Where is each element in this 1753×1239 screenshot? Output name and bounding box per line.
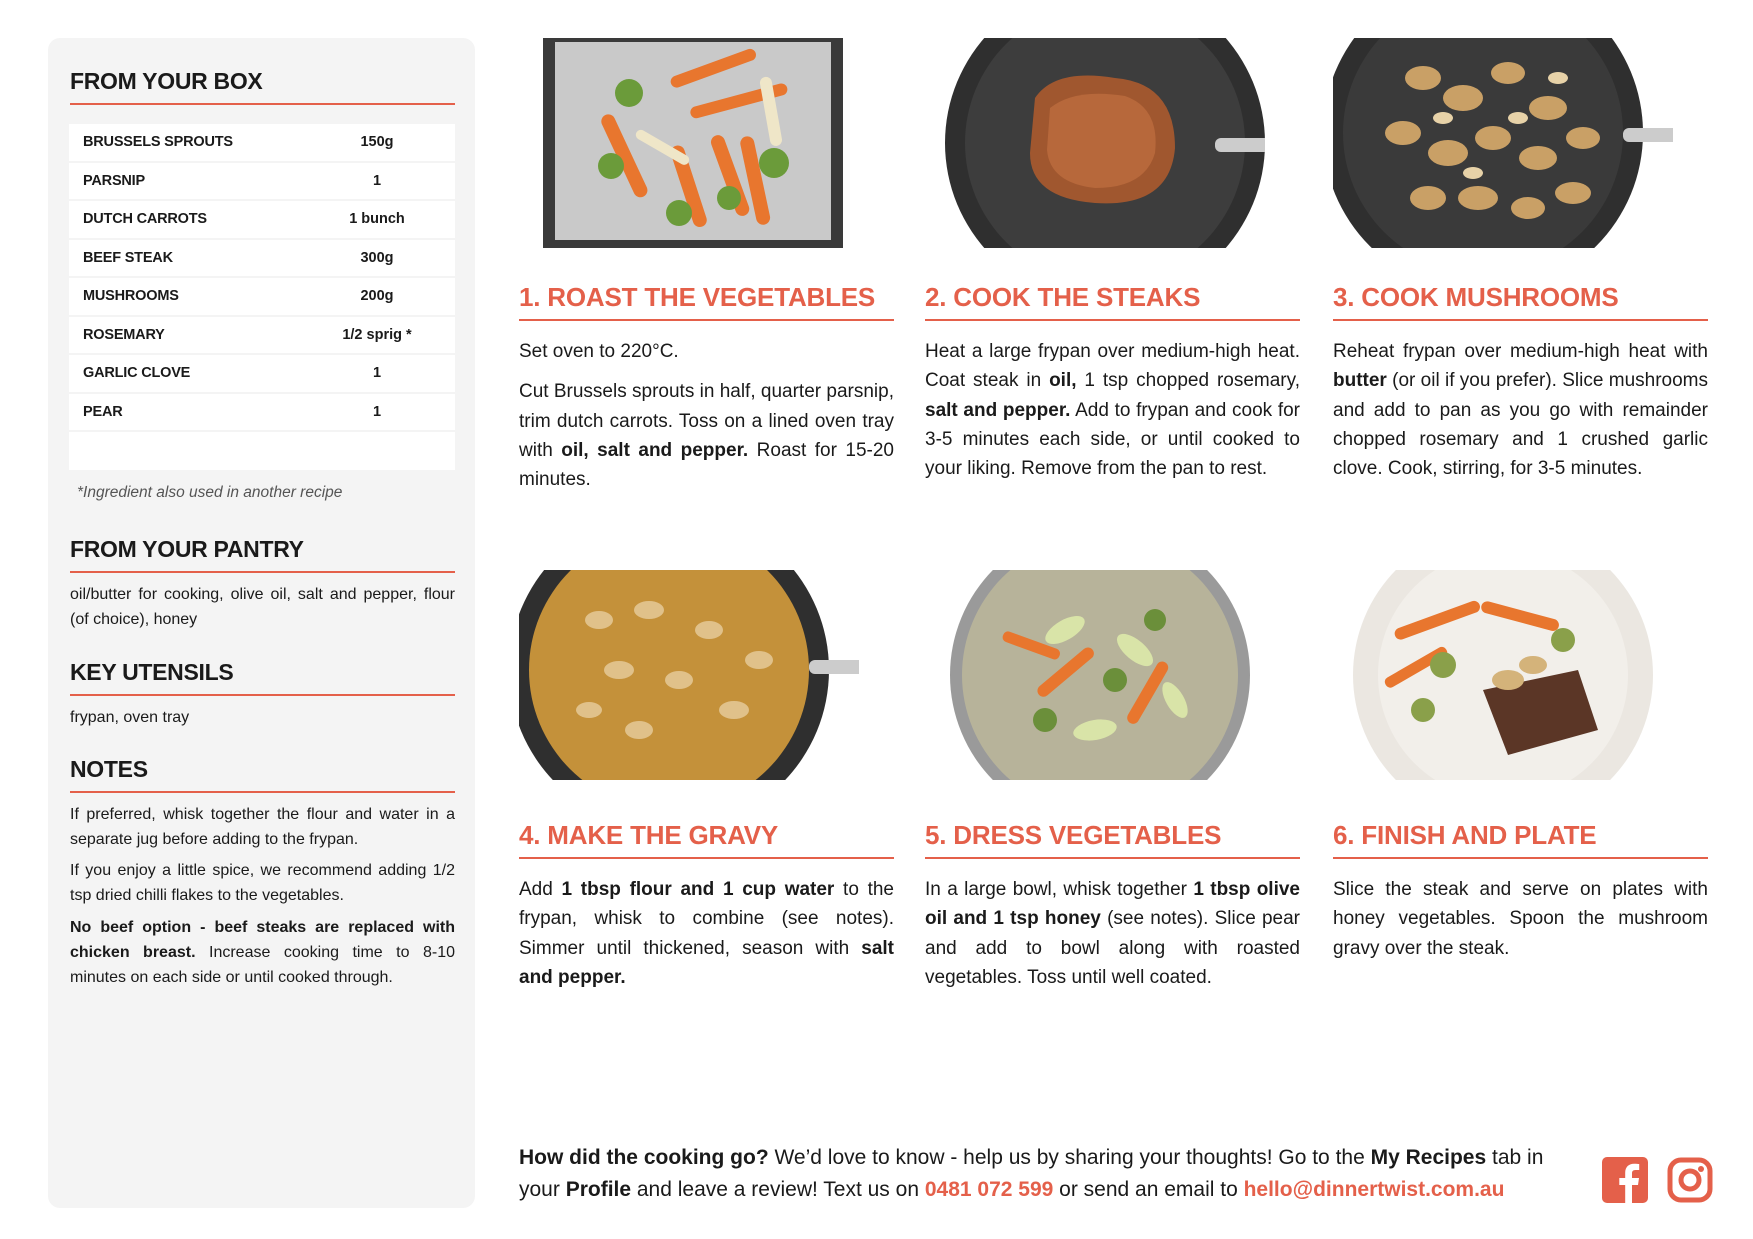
step-2-heading: 2. COOK THE STEAKS — [925, 282, 1300, 321]
step-1-para-2 — [519, 377, 894, 494]
ingredient-quantity: 200g — [360, 288, 394, 305]
step-5-text-part: In a large bowl, whisk together — [925, 879, 1194, 900]
step-4-heading: 4. MAKE THE GRAVY — [519, 820, 894, 859]
note-no-beef-lead: No beef option - beef steaks are replaced with chicken breast. — [70, 919, 455, 961]
footer-text-part: or send an email to — [1053, 1178, 1244, 1201]
pantry-text: oil/butter for cooking, olive oil, salt and pepper, flour (of choice), honey — [70, 586, 455, 628]
step-2-bold: salt and pepper. — [925, 399, 1071, 421]
tray-vegetables-photo — [519, 38, 859, 248]
table-row — [69, 355, 455, 394]
step-1-text-part: Roast for 15-20 minutes. — [519, 439, 894, 491]
ingredient-name: ROSEMARY — [83, 326, 165, 343]
table-row — [69, 240, 455, 279]
step-4-text-part: Add — [519, 879, 562, 900]
step-3-text — [1333, 337, 1708, 483]
feedback-footer — [519, 1142, 1579, 1206]
step-1-bold: oil, salt and pepper. — [561, 439, 749, 461]
step-1-para-1: Set oven to 220°C. — [519, 341, 679, 362]
table-row — [69, 317, 455, 356]
step-3-text-part: Reheat frypan over medium-high heat with — [1333, 341, 1708, 362]
footer-text-part: and leave a review! Text us on — [631, 1178, 925, 1201]
bowl-vegetables-photo — [925, 570, 1265, 780]
my-recipes-link[interactable]: My Recipes — [1370, 1146, 1487, 1169]
ingredients-sidebar — [48, 38, 475, 1208]
table-empty-row — [69, 432, 455, 470]
ingredient-quantity: 150g — [360, 134, 394, 151]
step-4-bold: 1 tbsp flour and 1 cup water — [561, 879, 835, 900]
profile-link[interactable]: Profile — [565, 1178, 632, 1201]
step-5-heading: 5. DRESS VEGETABLES — [925, 820, 1300, 859]
ingredient-name: PARSNIP — [83, 172, 145, 189]
table-row — [69, 124, 455, 163]
step-1-text-part: Cut Brussels sprouts in half, quarter parsnip, trim dutch carrots. Toss on a lined oven tray with — [519, 381, 894, 461]
mushrooms-frypan-photo — [1333, 38, 1673, 248]
step-3-heading: 3. COOK MUSHROOMS — [1333, 282, 1708, 321]
ingredient-name: GARLIC CLOVE — [83, 365, 191, 382]
ingredient-footnote: *Ingredient also used in another recipe — [77, 484, 343, 501]
note-spice: If you enjoy a little spice, we recommend adding 1/2 tsp dried chilli flakes to the vegetables. — [70, 862, 455, 904]
table-row — [69, 278, 455, 317]
ingredient-quantity: 1/2 sprig * — [342, 326, 412, 343]
ingredient-quantity: 1 bunch — [349, 211, 405, 228]
step-5-text — [925, 875, 1300, 992]
ingredient-name: MUSHROOMS — [83, 288, 179, 305]
step-2-bold: oil, — [1049, 370, 1077, 392]
gravy-frypan-photo — [519, 570, 859, 780]
step-2-text-part: Heat a large frypan over medium-high heat. Coat steak in — [925, 341, 1300, 392]
from-your-box-heading: FROM YOUR BOX — [70, 68, 455, 105]
phone-link[interactable]: 0481 072 599 — [924, 1178, 1054, 1201]
footer-text-part: We’d love to know - help us by sharing your thoughts! Go to the — [768, 1146, 1371, 1169]
step-6-text: Slice the steak and serve on plates with honey vegetables. Spoon the mushroom gravy over the steak. — [1333, 879, 1708, 959]
table-row — [69, 163, 455, 202]
note-no-beef-tail: Increase cooking time to 8-10 minutes on each side or until cooked through. — [70, 944, 455, 986]
ingredient-name: BEEF STEAK — [83, 249, 173, 266]
utensils-text: frypan, oven tray — [70, 709, 190, 726]
step-4-bold: salt and pepper. — [519, 937, 894, 988]
instagram-icon[interactable] — [1667, 1157, 1713, 1203]
feedback-question: How did the cooking go? — [519, 1146, 769, 1169]
facebook-icon[interactable] — [1602, 1157, 1648, 1203]
step-1-heading: 1. ROAST THE VEGETABLES — [519, 282, 894, 321]
step-3-text-part: (or oil if you prefer). Slice mushrooms and add to pan as you go with remainder chopped rosemary and 1 crushed garlic clove. Cook, stirring, for 3-5 minutes. — [1333, 370, 1708, 480]
ingredient-quantity: 1 — [372, 403, 382, 420]
step-4-text-part: to the frypan, whisk to combine (see notes). Simmer until thickened, season with — [519, 879, 894, 959]
footer-text-part: tab in your — [519, 1146, 1544, 1201]
step-1-text — [519, 337, 894, 505]
note-no-beef — [70, 915, 455, 990]
ingredient-name: PEAR — [83, 403, 123, 420]
ingredient-quantity: 300g — [360, 249, 394, 266]
ingredients-table — [69, 124, 455, 470]
ingredient-name: DUTCH CARROTS — [83, 211, 207, 228]
step-6-heading: 6. FINISH AND PLATE — [1333, 820, 1708, 859]
email-link[interactable]: hello@dinnertwist.com.au — [1243, 1178, 1505, 1201]
note-flour: If preferred, whisk together the flour and water in a separate jug before adding to the frypan. — [70, 806, 455, 848]
ingredient-name: BRUSSELS SPROUTS — [83, 134, 233, 151]
table-row — [69, 394, 455, 433]
steak-frypan-photo — [925, 38, 1265, 248]
from-your-pantry-heading: FROM YOUR PANTRY — [70, 536, 455, 573]
plated-dish-photo — [1333, 570, 1673, 780]
table-row — [69, 201, 455, 240]
step-5-bold: 1 tbsp olive oil and 1 tsp honey — [925, 879, 1300, 930]
notes-heading: NOTES — [70, 756, 455, 793]
ingredient-quantity: 1 — [372, 365, 382, 382]
ingredient-quantity: 1 — [372, 172, 382, 189]
step-3-bold: butter — [1333, 370, 1387, 392]
step-2-text-part: Add to frypan and cook for 3-5 minutes each side, or until cooked to your liking. Remove from the pan to rest. — [925, 399, 1300, 480]
step-2-text-part: 1 tsp chopped rosemary, — [1076, 370, 1301, 392]
step-5-text-part: (see notes). Slice pear and add to bowl along with roasted vegetables. Toss until well coated. — [925, 908, 1301, 988]
key-utensils-heading: KEY UTENSILS — [70, 659, 455, 696]
step-4-text — [519, 875, 894, 992]
step-2-text — [925, 337, 1300, 483]
